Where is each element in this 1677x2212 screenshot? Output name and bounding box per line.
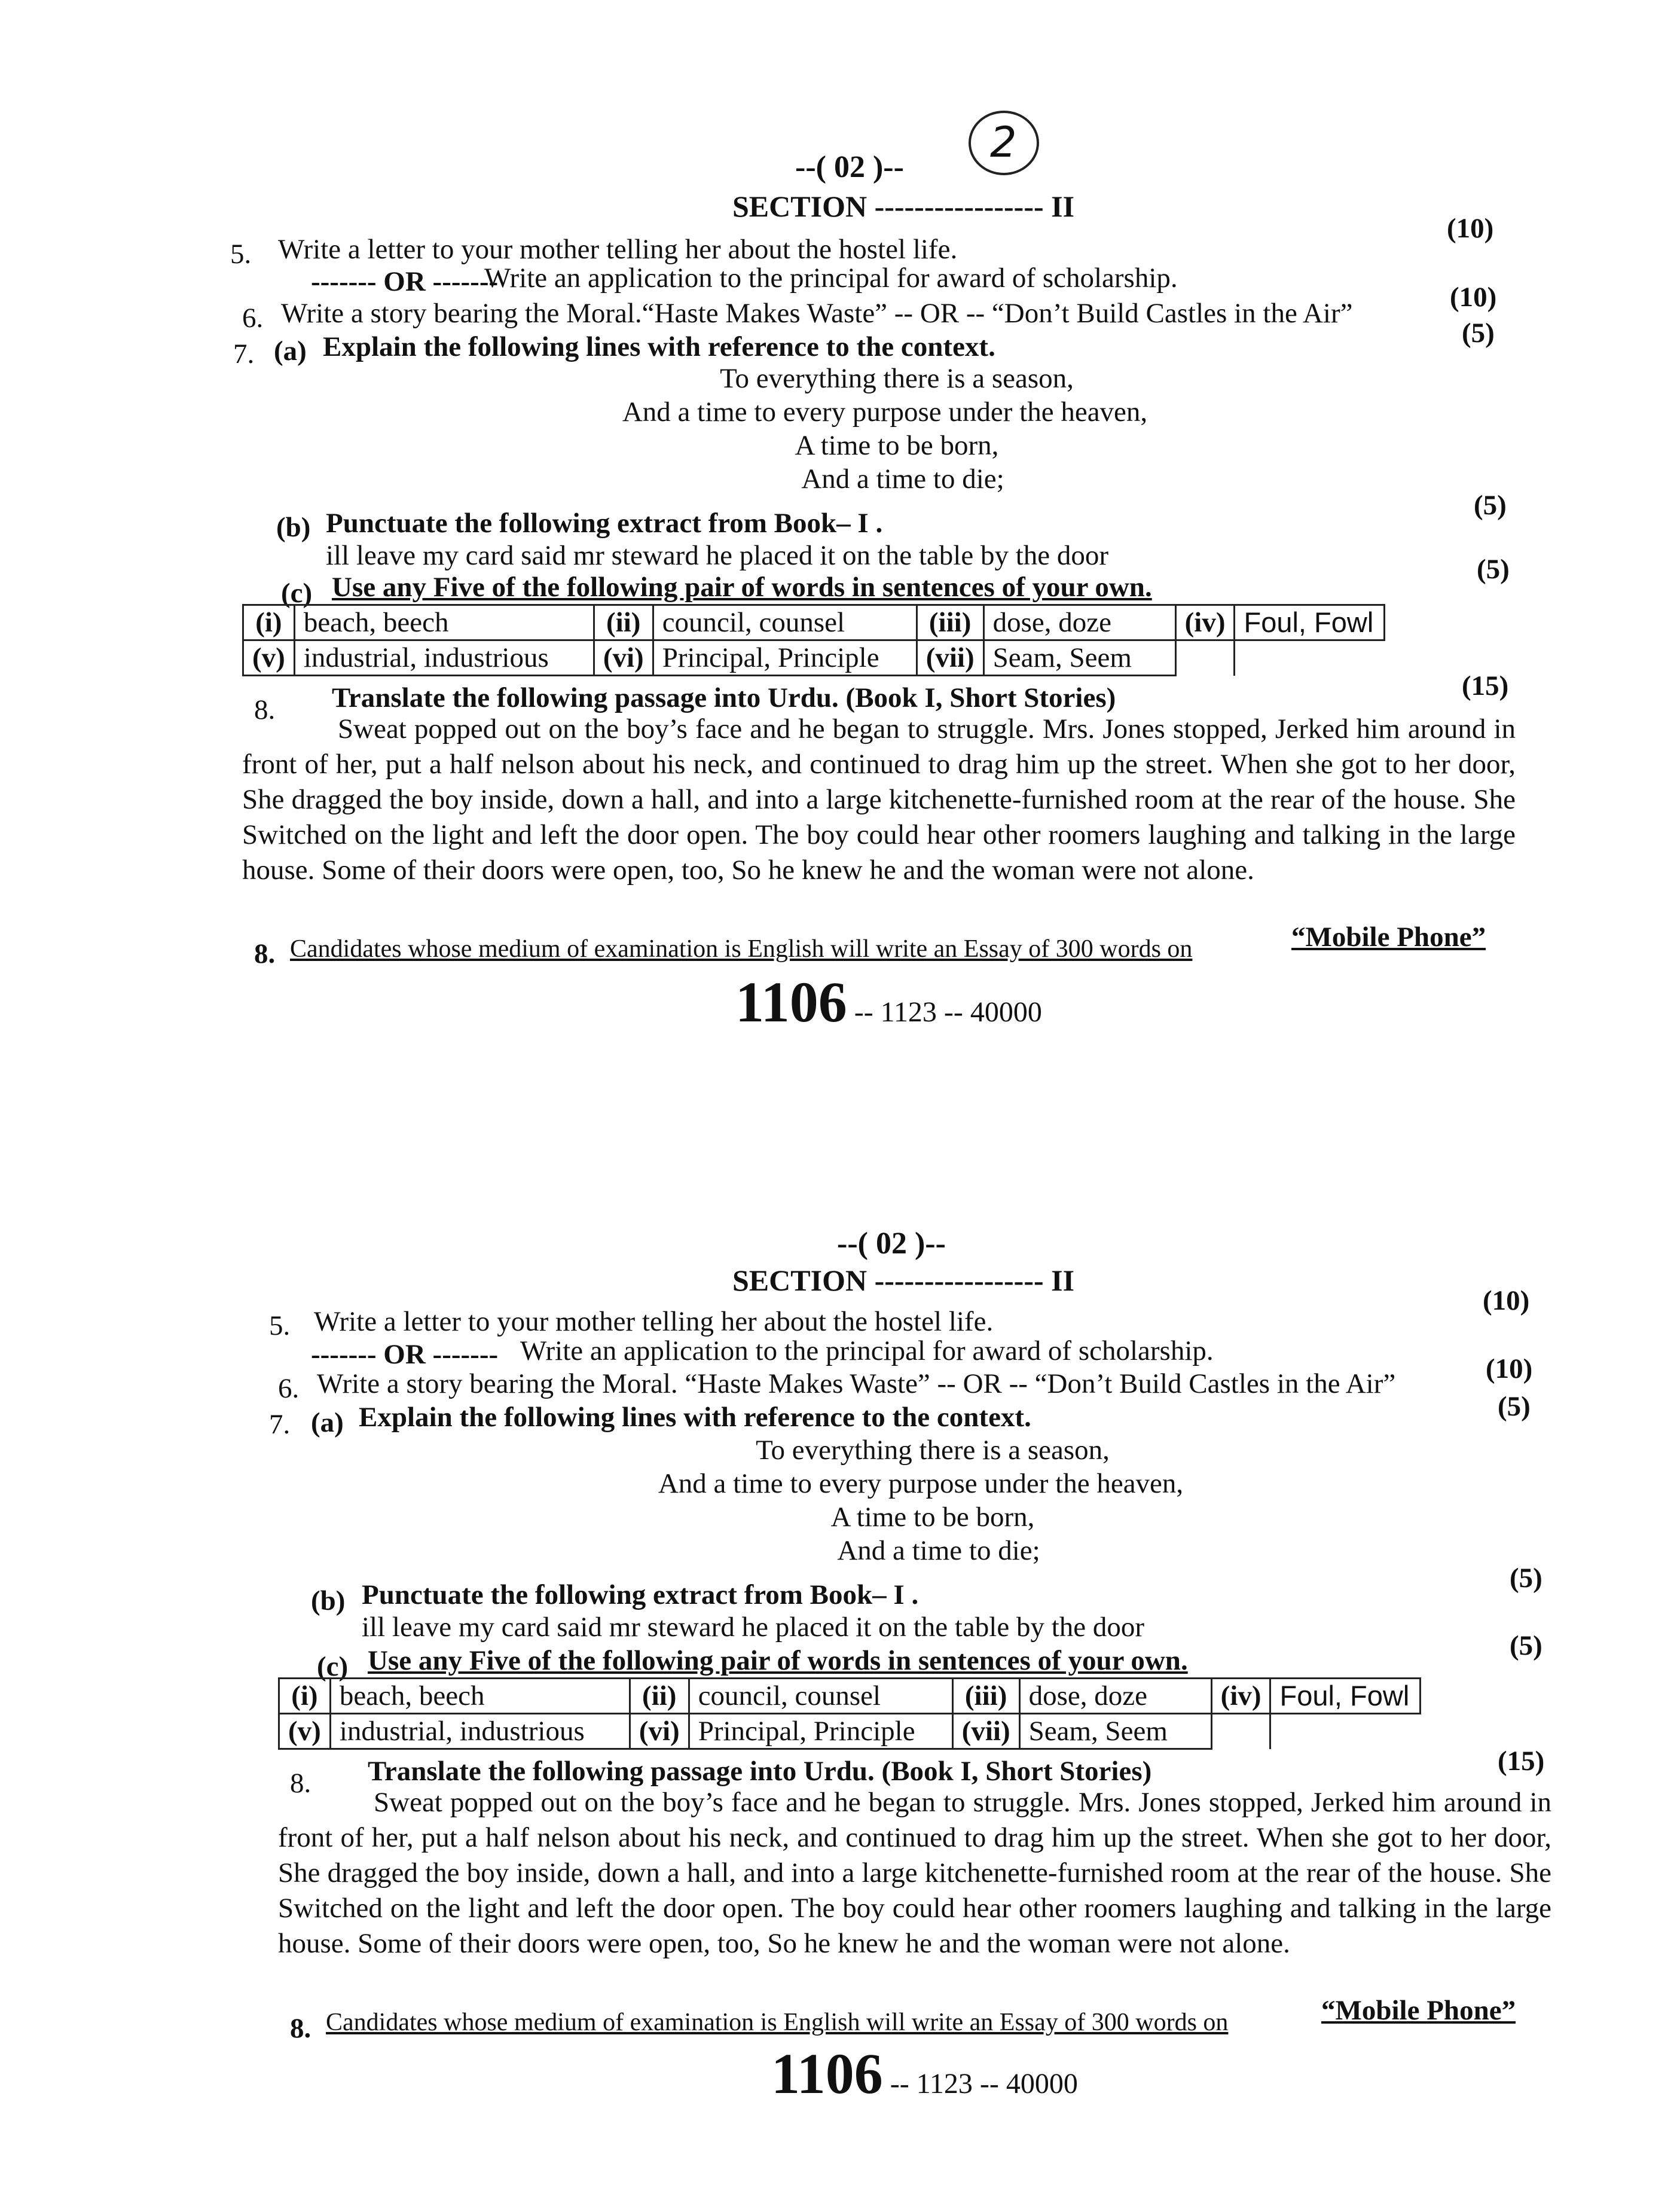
paper-code-rest: -- 1123 -- 40000 xyxy=(890,2068,1078,2100)
pair-roman: (iii) xyxy=(917,605,983,640)
q8-marks: (15) xyxy=(1462,670,1509,701)
q7b-extract: ill leave my card said mr steward he placed it on the table by the door xyxy=(362,1612,1145,1643)
q5-or-prefix: ------- OR ------- xyxy=(311,1339,499,1370)
poem-line-1: To everything there is a season, xyxy=(720,363,1074,394)
paper-code-footer xyxy=(771,2040,1078,2107)
pair-roman: (vii) xyxy=(952,1714,1019,1749)
q6-text: Write a story bearing the Moral. “Haste Makes Waste” -- OR -- “Don’t Build Castles in the Air” xyxy=(317,1368,1396,1399)
pair-roman: (vii) xyxy=(917,640,983,676)
q8-number: 8. xyxy=(290,1768,311,1799)
q7-number: 7. xyxy=(233,338,255,370)
pair-words: Seam, Seem xyxy=(983,640,1175,676)
q7a-label: (a) xyxy=(274,335,307,367)
pair-roman: (iv) xyxy=(1175,605,1235,640)
q7b-marks: (5) xyxy=(1510,1563,1542,1594)
q7b-label: (b) xyxy=(311,1585,346,1616)
note-text: Candidates whose medium of examination is English will write an Essay of 300 words on xyxy=(290,935,1193,963)
pair-roman: (i) xyxy=(243,605,295,640)
poem-line-3: A time to be born, xyxy=(830,1502,1035,1533)
word-pairs-table xyxy=(278,1677,1421,1750)
q5-number: 5. xyxy=(230,239,252,270)
poem-line-2: And a time to every purpose under the heaven, xyxy=(622,396,1148,428)
q7c-marks: (5) xyxy=(1510,1630,1542,1661)
table-row xyxy=(279,1679,1421,1714)
poem-line-4: And a time to die; xyxy=(837,1535,1040,1566)
q8-text: Translate the following passage into Urdu. (Book I, Short Stories) xyxy=(332,682,1116,713)
q7a-text: Explain the following lines with reference to the context. xyxy=(323,331,995,362)
note-number: 8. xyxy=(254,938,276,969)
page-label: --( 02 )-- xyxy=(795,150,904,184)
pair-roman: (ii) xyxy=(594,605,653,640)
pair-words: Foul, Fowl xyxy=(1270,1679,1421,1714)
q7b-text: Punctuate the following extract from Book– I . xyxy=(326,508,883,539)
q5-or-text: Write an application to the principal for award of scholarship. xyxy=(520,1335,1214,1366)
q5-number: 5. xyxy=(269,1310,291,1341)
q8-marks: (15) xyxy=(1498,1746,1545,1777)
pair-roman: (v) xyxy=(279,1714,331,1749)
q7a-marks: (5) xyxy=(1498,1391,1531,1422)
pair-roman: (ii) xyxy=(630,1679,689,1714)
note-topic: “Mobile Phone” xyxy=(1321,1995,1516,2026)
pair-words: Foul, Fowl xyxy=(1235,605,1385,640)
handwritten-page-mark-text: 2 xyxy=(990,118,1017,167)
q7-number: 7. xyxy=(269,1409,291,1440)
q8-passage: Sweat popped out on the boy’s face and he began to struggle. Mrs. Jones stopped, Jerked him around in front of her, put a half nelson about his neck, and continued to drag him up the street. When she got to her door, She dragged the boy inside, down a hall, and into a large kitchenette-furnished room at the rear of the house. She Switched on the light and left the door open. The boy could hear other roomers laughing and talking in the large house. Some of their doors were open, too, So he knew he and the woman were not alone. xyxy=(278,1787,1551,1959)
pair-roman: (iv) xyxy=(1211,1679,1270,1714)
pair-words: beach, beech xyxy=(294,605,594,640)
q5-or-text: Write an application to the principal for award of scholarship. xyxy=(484,263,1178,294)
pair-words: council, counsel xyxy=(689,1679,952,1714)
q7c-marks: (5) xyxy=(1477,554,1510,585)
page-label: --( 02 )-- xyxy=(837,1226,946,1261)
q5-marks: (10) xyxy=(1483,1285,1530,1316)
poem-line-3: A time to be born, xyxy=(795,430,999,461)
word-pairs-table xyxy=(242,604,1385,676)
q6-number: 6. xyxy=(242,303,264,334)
exam-copy-2 xyxy=(0,1076,1677,2153)
table-row xyxy=(243,640,1385,676)
q8-text: Translate the following passage into Urdu. (Book I, Short Stories) xyxy=(368,1756,1152,1787)
q5-or-prefix: ------- OR ------- xyxy=(311,266,499,297)
q8-number: 8. xyxy=(254,694,276,725)
pair-roman: (v) xyxy=(243,640,295,676)
q7c-text: Use any Five of the following pair of words in sentences of your own. xyxy=(368,1645,1188,1676)
poem-line-1: To everything there is a season, xyxy=(756,1435,1110,1466)
q5-text: Write a letter to your mother telling her about the hostel life. xyxy=(314,1306,994,1337)
paper-code-footer xyxy=(735,969,1042,1035)
q7c-label: (c) xyxy=(317,1651,349,1682)
pair-words: Principal, Principle xyxy=(653,640,917,676)
note-text: Candidates whose medium of examination is English will write an Essay of 300 words on xyxy=(326,2009,1229,2036)
pair-words: industrial, industrious xyxy=(294,640,594,676)
q7b-text: Punctuate the following extract from Book– I . xyxy=(362,1579,919,1610)
poem-line-2: And a time to every purpose under the heaven, xyxy=(658,1468,1184,1499)
q8-passage: Sweat popped out on the boy’s face and he began to struggle. Mrs. Jones stopped, Jerked him around in front of her, put a half nelson about his neck, and continued to drag him up the street. When she got to her door, She dragged the boy inside, down a hall, and into a large kitchenette-furnished room at the rear of the house. She Switched on the light and left the door open. The boy could hear other roomers laughing and talking in the large house. Some of their doors were open, too, So he knew he and the woman were not alone. xyxy=(242,713,1516,886)
empty-cell xyxy=(1175,640,1235,676)
note-topic: “Mobile Phone” xyxy=(1291,922,1486,953)
q7b-extract: ill leave my card said mr steward he placed it on the table by the door xyxy=(326,540,1109,571)
q6-marks: (10) xyxy=(1486,1353,1533,1384)
pair-roman: (iii) xyxy=(952,1679,1019,1714)
exam-copy-1 xyxy=(0,0,1677,1076)
q6-marks: (10) xyxy=(1450,282,1497,313)
pair-words: industrial, industrious xyxy=(330,1714,630,1749)
q6-number: 6. xyxy=(278,1373,300,1404)
empty-cell xyxy=(1235,640,1385,676)
note-number: 8. xyxy=(290,2013,311,2044)
q7c-label: (c) xyxy=(281,578,313,609)
pair-roman: (i) xyxy=(279,1679,331,1714)
pair-roman: (vi) xyxy=(630,1714,689,1749)
q5-text: Write a letter to your mother telling her about the hostel life. xyxy=(278,234,958,265)
q6-text: Write a story bearing the Moral.“Haste Makes Waste” -- OR -- “Don’t Build Castles in the Air” xyxy=(281,298,1353,329)
q5-marks: (10) xyxy=(1447,213,1494,244)
pair-words: Principal, Principle xyxy=(689,1714,952,1749)
q7a-label: (a) xyxy=(311,1407,344,1438)
table-row xyxy=(243,605,1385,640)
q7b-label: (b) xyxy=(276,512,311,543)
section-heading: SECTION ----------------- II xyxy=(732,1264,1075,1297)
pair-words: beach, beech xyxy=(330,1679,630,1714)
paper-code: 1106 xyxy=(735,970,847,1034)
pair-roman: (vi) xyxy=(594,640,653,676)
q7c-text: Use any Five of the following pair of words in sentences of your own. xyxy=(332,572,1152,603)
paper-code: 1106 xyxy=(771,2042,883,2106)
empty-cell xyxy=(1270,1714,1421,1749)
q7a-marks: (5) xyxy=(1462,318,1495,349)
q7b-marks: (5) xyxy=(1474,490,1507,521)
poem-line-4: And a time to die; xyxy=(801,463,1004,495)
section-heading: SECTION ----------------- II xyxy=(732,190,1075,223)
pair-words: council, counsel xyxy=(653,605,917,640)
empty-cell xyxy=(1211,1714,1270,1749)
pair-words: dose, doze xyxy=(983,605,1175,640)
pair-words: Seam, Seem xyxy=(1019,1714,1211,1749)
paper-code-rest: -- 1123 -- 40000 xyxy=(854,996,1042,1028)
table-row xyxy=(279,1714,1421,1749)
pair-words: dose, doze xyxy=(1019,1679,1211,1714)
q7a-text: Explain the following lines with reference to the context. xyxy=(359,1402,1031,1433)
